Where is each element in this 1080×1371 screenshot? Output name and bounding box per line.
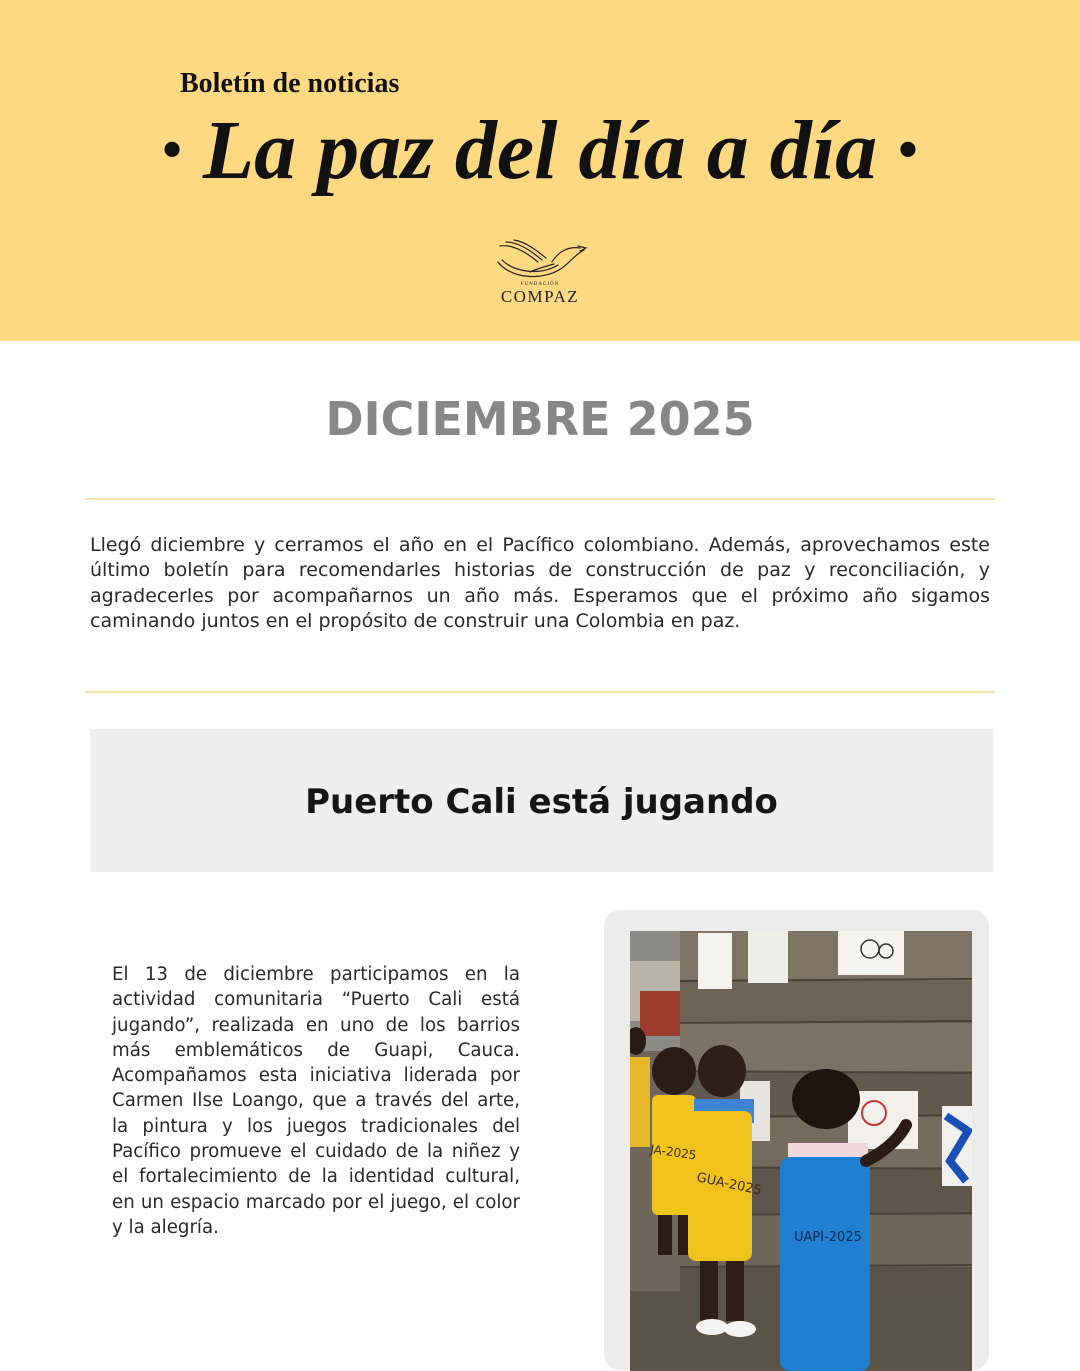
title-bullet-left: •: [162, 119, 182, 181]
header-banner: [0, 0, 1080, 341]
newsletter-title: [0, 102, 1080, 199]
issue-month: DICIEMBRE 2025: [325, 392, 755, 446]
vest-text-3: JA-2025: [649, 1142, 698, 1163]
photo-illustration: [630, 931, 972, 1371]
newsletter-kicker: Boletín de noticias: [180, 68, 400, 99]
intro-paragraph: Llegó diciembre y cerramos el año en el Pacífico colombiano. Además, aprovechamos este último boletín para recomendarles historias de construcción de paz y reconciliación, y agradecerles por acompañarnos un año más. Esperamos que el próximo año sigamos caminando juntos en el propósito de construir una Colombia en paz.: [90, 534, 990, 633]
logo-name: COMPAZ: [500, 287, 580, 306]
compaz-logo: [470, 238, 610, 318]
logo-small-text: FUNDACIÓN: [520, 282, 560, 287]
vest-text-1: UAPI-2025: [794, 1230, 862, 1245]
title-bullet-right: •: [898, 119, 918, 181]
vest-text-2: GUA-2025: [695, 1170, 763, 1199]
section-title: Puerto Cali está jugando: [305, 782, 778, 822]
story-paragraph: El 13 de diciembre participamos en la actividad comunitaria “Puerto Cali está jugando”, realizada en uno de los barrios más emblemáticos de Guapi, Cauca. Acompañamos esta iniciativa liderada por Carmen Ilse Loango, que a través del arte, la pintura y los juegos tradicionales del Pacífico promueve el cuidado de la niñez y el fortalecimiento de la identidad cultural, en un espacio marcado por el juego, el color y la alegría.: [112, 964, 520, 1238]
divider-bottom: [85, 691, 995, 693]
dove-icon: [492, 238, 588, 282]
children-painting-photo: [630, 931, 972, 1371]
section-header: [90, 729, 993, 872]
title-text: La paz del día a día: [202, 104, 878, 197]
photo-card: [604, 910, 989, 1370]
divider-top: [85, 498, 995, 500]
